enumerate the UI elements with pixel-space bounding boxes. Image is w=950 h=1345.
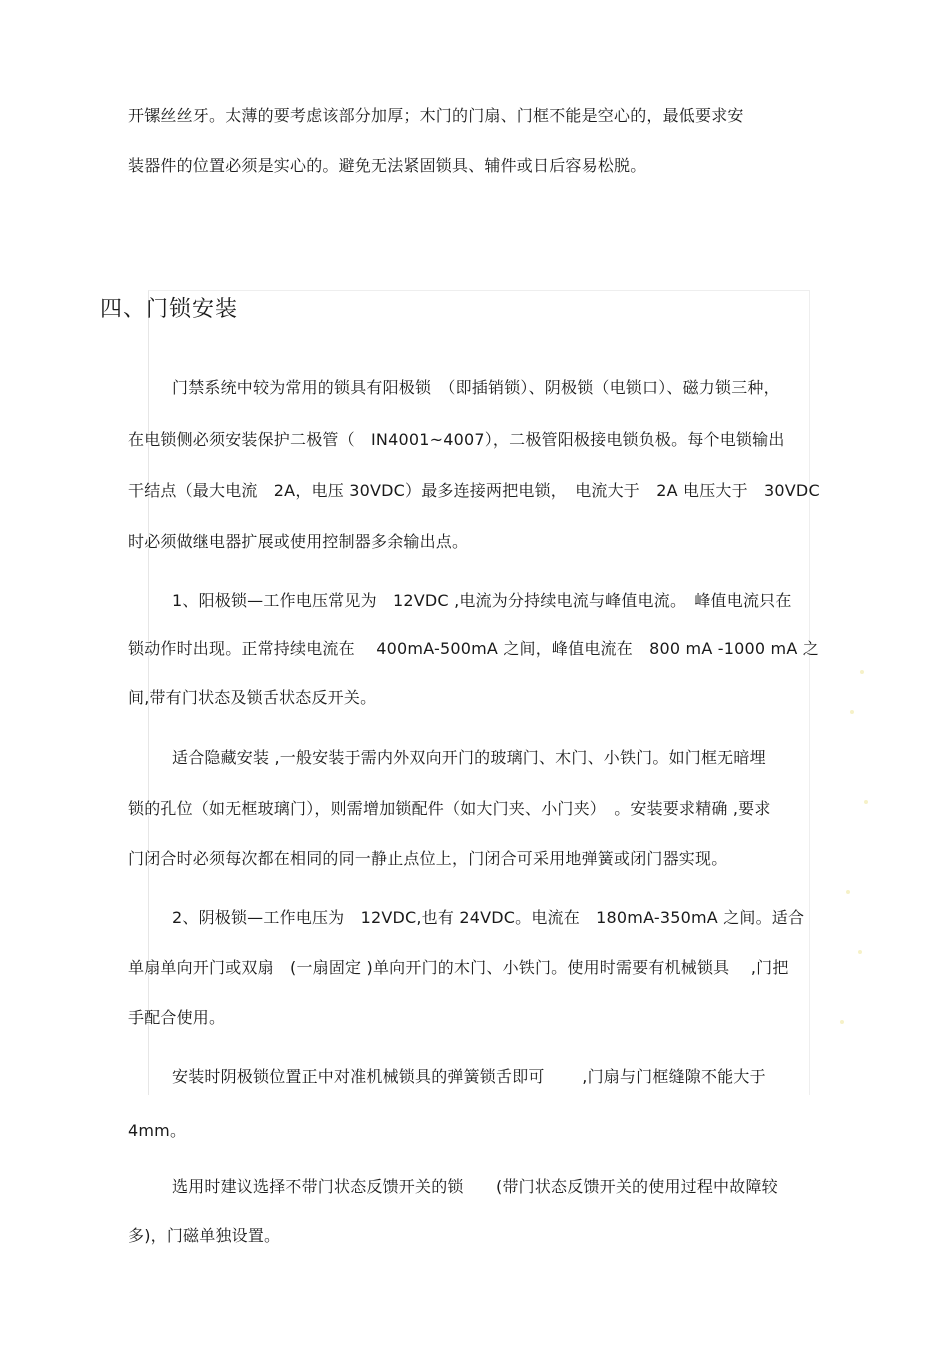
text-line: 装器件的位置必须是实心的。避免无法紧固锁具、辅件或日后容易松脱。 xyxy=(128,156,647,175)
text-line: 时必须做继电器扩展或使用控制器多余输出点。 xyxy=(128,532,469,551)
section-heading: 四、门锁安装 xyxy=(100,297,239,322)
text-line: 多)，门磁单独设置。 xyxy=(128,1226,281,1245)
text-line: 锁动作时出现。正常持续电流在 400mA-500mA 之间，峰值电流在 800 mA -1000 mA 之 xyxy=(128,639,819,658)
text-line: 单扇单向开门或双扇 (一扇固定 )单向开门的木门、小铁门。使用时需要有机械锁具 ,门把 xyxy=(128,958,789,977)
text-line: 选用时建议选择不带门状态反馈开关的锁 (带门状态反馈开关的使用过程中故障较 xyxy=(172,1177,778,1196)
text-line: 适合隐藏安装 ,一般安装于需内外双向开门的玻璃门、木门、小铁门。如门框无暗埋 xyxy=(172,748,766,767)
text-line: 锁的孔位（如无框玻璃门），则需增加锁配件（如大门夹、小门夹） 。安装要求精确 ,要求 xyxy=(128,799,771,818)
text-line: 开镙丝丝牙。太薄的要考虑该部分加厚；木门的门扇、门框不能是空心的，最低要求安 xyxy=(128,106,744,125)
text-line: 在电锁侧必须安装保护二极管（ IN4001~4007），二极管阳极接电锁负极。每个电锁输出 xyxy=(128,430,785,449)
text-line: 干结点（最大电流 2A，电压 30VDC）最多连接两把电锁， 电流大于 2A 电压大于 30VDC xyxy=(128,481,820,500)
scan-speckles xyxy=(820,650,880,1050)
text-line: 2、阴极锁—工作电压为 12VDC,也有 24VDC。电流在 180mA-350mA 之间。适合 xyxy=(172,908,805,927)
text-line: 4mm。 xyxy=(128,1121,187,1140)
text-line: 间,带有门状态及锁舌状态反开关。 xyxy=(128,688,377,707)
text-line: 1、阳极锁—工作电压常见为 12VDC ,电流为分持续电流与峰值电流。 峰值电流只在 xyxy=(172,591,792,610)
text-line: 门禁系统中较为常用的锁具有阳极锁 （即插销锁）、阴极锁（电锁口）、磁力锁三种， xyxy=(172,378,780,397)
text-line: 安装时阴极锁位置正中对准机械锁具的弹簧锁舌即可 ,门扇与门框缝隙不能大于 xyxy=(172,1067,766,1086)
text-line: 手配合使用。 xyxy=(128,1008,226,1027)
text-line: 门闭合时必须每次都在相同的同一静止点位上，门闭合可采用地弹簧或闭门器实现。 xyxy=(128,849,728,868)
